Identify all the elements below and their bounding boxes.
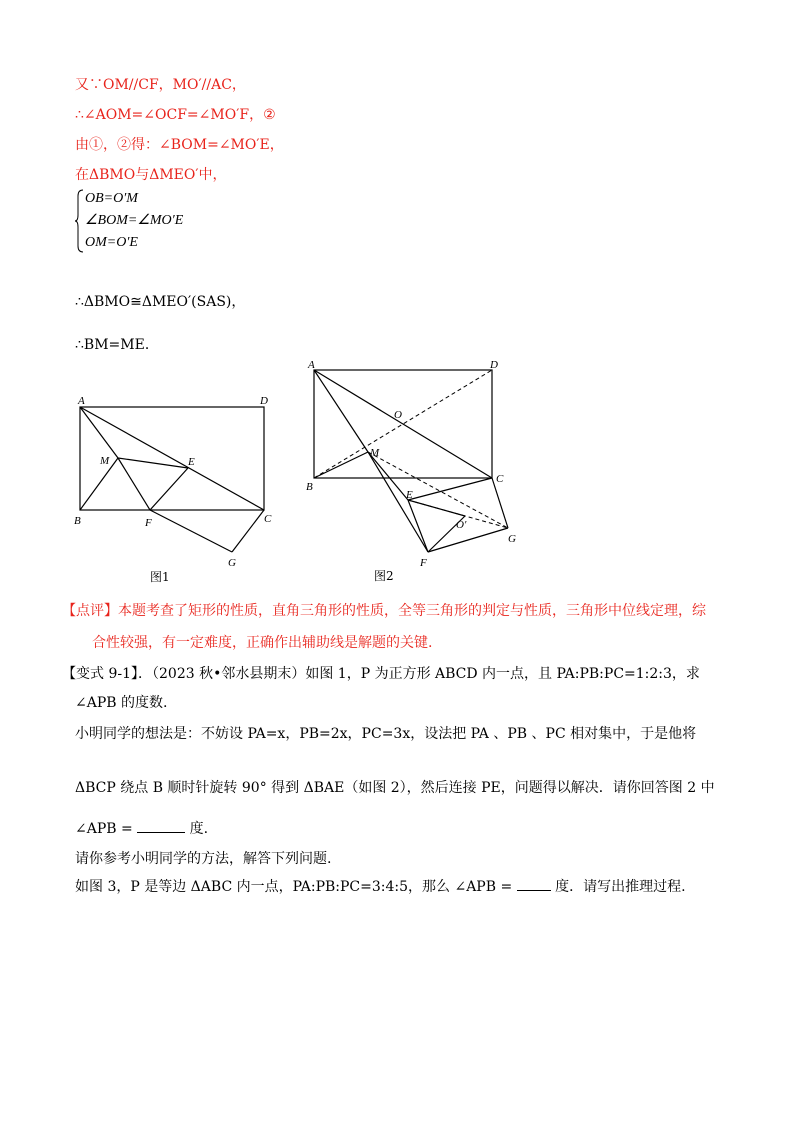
fig1-label-F: F — [145, 517, 152, 529]
problem-line-5 — [75, 820, 208, 838]
problem-line-4: ΔBCP 绕点 B 顺时针旋转 90° 得到 ΔBAE（如图 2），然后连接 PE，问题得以解决．请你回答图 2 中 — [75, 780, 715, 796]
fig1-label-D: D — [260, 395, 268, 407]
fig1-label-E: E — [188, 456, 195, 468]
proof-line-4: 在ΔBMO与ΔMEO′中， — [75, 167, 227, 183]
figure-2-caption: 图2 — [374, 569, 394, 583]
system-eq-2: ∠BOM=∠MO′E — [85, 213, 184, 228]
comment-tag: 【点评】 — [62, 603, 118, 619]
fig2-label-E: E — [406, 489, 413, 501]
fig2-label-B: B — [306, 481, 313, 493]
fig2-label-O-prime: O′ — [456, 519, 467, 531]
proof-line-1: 又∵OM//CF，MO′//AC， — [75, 77, 246, 93]
fig1-label-C: C — [264, 513, 272, 525]
comment-text-1: 本题考查了矩形的性质，直角三角形的性质，全等三角形的判定与性质，三角形中位线定理，综 — [118, 603, 706, 619]
figure-2 — [300, 356, 540, 583]
system-eq-1: OB=O′M — [85, 191, 138, 206]
fig2-label-F: F — [420, 557, 427, 569]
fig2-label-G: G — [508, 533, 516, 545]
fig2-label-A: A — [308, 359, 315, 371]
problem-line-1 — [62, 665, 700, 683]
problem-tag: 【变式 9-1】 — [62, 666, 138, 682]
problem-line-3: 小明同学的想法是：不妨设 PA=x，PB=2x，PC=3x，设法把 PA 、PB 、PC 相对集中，于是他将 — [75, 726, 697, 742]
fig1-label-A: A — [78, 395, 85, 407]
problem-line-7 — [75, 878, 686, 896]
comment-line-2: 合性较强，有一定难度，正确作出辅助线是解题的关键. — [92, 635, 433, 651]
comment-line-1 — [62, 602, 706, 620]
proof-line-6: ∴BM=ME． — [75, 337, 159, 353]
fig2-label-C: C — [496, 473, 504, 485]
problem-text-1: ．（2023 秋•邻水县期末）如图 1，P 为正方形 ABCD 内一点，且 PA:PB:PC=1:2:3，求 — [138, 666, 700, 682]
problem-line-2: ∠APB 的度数. — [75, 695, 168, 711]
proof-line-5: ∴ΔBMO≅ΔMEO′(SAS)， — [75, 294, 246, 310]
fig1-label-B: B — [74, 515, 81, 527]
equation-system — [75, 188, 275, 254]
left-brace-icon — [75, 188, 85, 254]
system-eq-3: OM=O′E — [85, 235, 138, 250]
figure-1 — [70, 390, 290, 584]
question-fig3: 如图 3，P 是等边 ΔABC 内一点，PA:PB:PC=3:4:5，那么 ∠APB = — [75, 879, 513, 895]
answer-blank-1[interactable] — [137, 832, 185, 833]
question-angle-apb: ∠APB = — [75, 821, 133, 837]
figure-1-caption: 图1 — [150, 570, 170, 584]
fig2-label-D: D — [490, 359, 498, 371]
fig1-label-M: M — [100, 455, 110, 467]
fig1-label-G: G — [228, 557, 236, 569]
proof-line-3: 由①，②得：∠BOM=∠MO′E， — [75, 137, 284, 153]
answer-blank-2[interactable] — [517, 890, 551, 891]
proof-line-2: ∴∠AOM=∠OCF=∠MO′F，② — [75, 107, 276, 123]
problem-line-6: 请你参考小明同学的方法，解答下列问题. — [75, 851, 332, 867]
fig2-label-M: M — [370, 447, 380, 459]
fig2-label-O: O — [394, 409, 402, 421]
question-unit-2: 度．请写出推理过程. — [555, 879, 686, 895]
question-unit-1: 度. — [189, 821, 209, 837]
